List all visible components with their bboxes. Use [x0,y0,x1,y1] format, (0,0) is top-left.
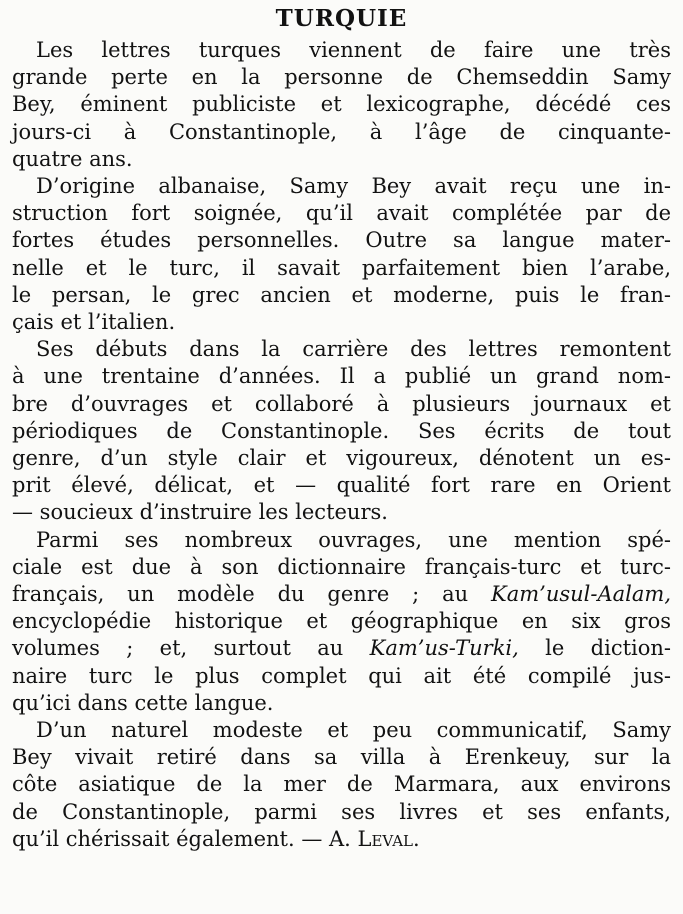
text-line: D’origine albanaise, Samy Bey avait reçu une in- [36,174,671,199]
paragraph-5 [12,717,671,853]
text-line: Les lettres turques viennent de faire une très [36,38,671,62]
text-line: çais et l’italien. [12,310,176,335]
text-line: naire turc le plus complet qui ait été compilé jus- [12,663,671,688]
text-line: fortes études personnelles. Outre sa langue mater- [12,228,671,253]
text-fragment: le diction- [518,636,671,661]
text-line: à une trentaine d’années. Il a publié un grand nom- [12,364,671,389]
text-line: Parmi ses nombreux ouvrages, une mention spé- [36,527,671,552]
text-line: struction fort soignée, qu’il avait complétée par de [12,201,671,226]
text-line: de Constantinople, parmi ses livres et ses enfants, [12,799,671,824]
text-line: périodiques de Constantinople. Ses écrits de tout [12,418,671,443]
headline: TURQUIE [275,5,408,32]
text-fragment: qu’il chérissait également. — A. [12,826,358,851]
text-line: D’un naturel modeste et peu communicatif, Samy [36,718,671,743]
text-line: qu’ici dans cette langue. [12,690,274,715]
text-line: genre, d’un style clair et vigoureux, dénotent un es- [12,446,671,471]
text-line: — soucieux d’instruire les lecteurs. [12,500,388,525]
book-title: Kam’usul-Aalam, [491,582,671,607]
text-line: Bey vivait retiré dans sa villa à Erenkeuy, sur la [12,745,671,770]
text-line: le persan, le grec ancien et moderne, puis le fran- [12,282,671,307]
text-fragment: français, un modèle du genre ; au [12,582,492,607]
text-line [12,635,671,662]
text-line [12,826,671,853]
text-line: nelle et le turc, il savait parfaitement bien l’arabe, [12,255,671,280]
text-line [12,581,671,608]
text-line: Ses débuts dans la carrière des lettres remontent [36,337,671,362]
text-fragment: volumes ; et, surtout au [12,636,370,661]
text-line: bre d’ouvrages et collaboré à plusieurs journaux et [12,391,671,416]
paragraph-1 [12,37,671,173]
book-title: Kam’us-Turki, [369,636,519,661]
text-line: grande perte en la personne de Chemseddin Samy [12,65,671,90]
text-line: encyclopédie historique et géographique en six gros [12,609,671,634]
text-line: prit élevé, délicat, et — qualité fort rare en Orient [12,473,671,498]
paragraph-4 [12,527,671,717]
text-line: jours-ci à Constantinople, à l’âge de cinquante- [12,119,671,144]
text-line: quatre ans. [12,146,133,171]
text-line: ciale est due à son dictionnaire français-turc et turc- [12,554,671,579]
paragraph-2 [12,173,671,336]
author-signature: Leval. [357,826,420,851]
text-line: côte asiatique de la mer de Marmara, aux environs [12,772,671,797]
text-line: Bey, éminent publiciste et lexicographe, décédé ces [12,92,671,117]
paragraph-3 [12,336,671,526]
